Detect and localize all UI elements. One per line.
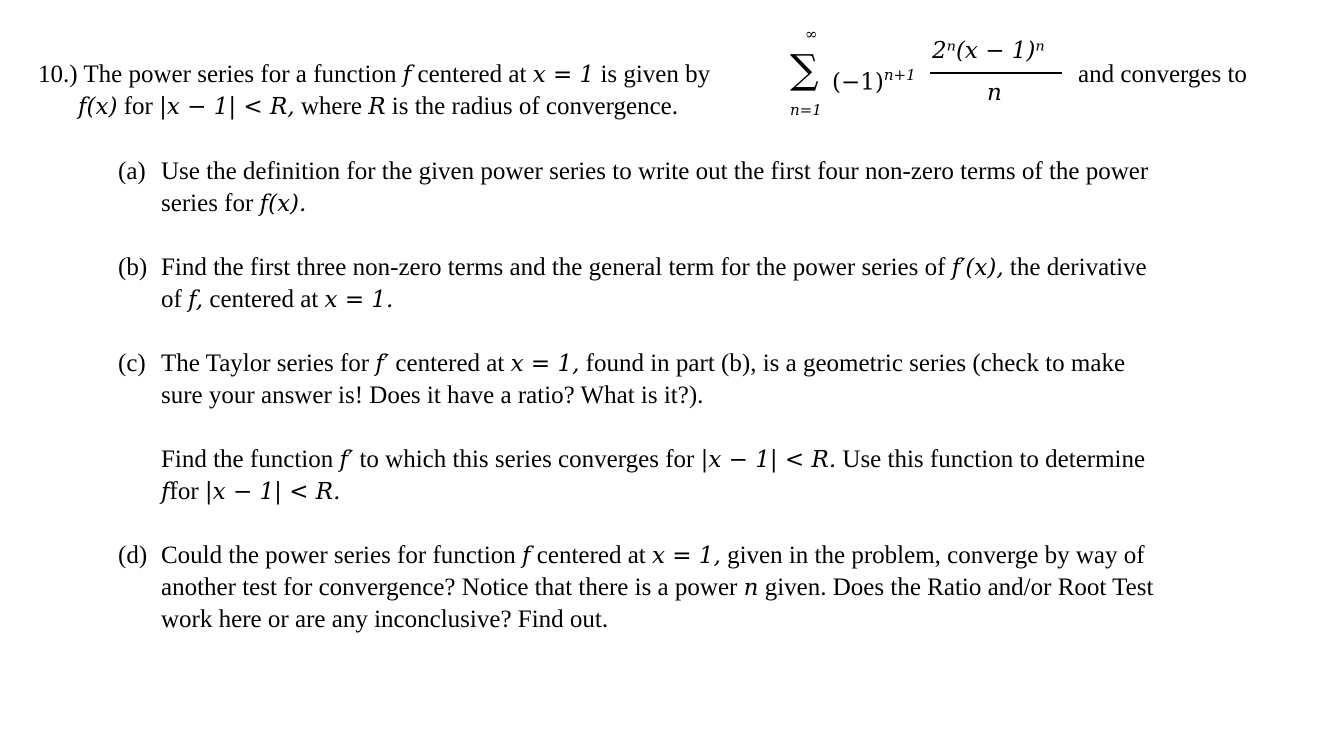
problem-statement-line-1 — [38, 60, 710, 90]
converges-to-text: and converges to — [1078, 61, 1247, 88]
part-a-line-2: series for f(x). — [161, 190, 307, 217]
center-point: x = 1 — [532, 62, 595, 88]
sum-lower-limit: n=1 — [790, 101, 822, 119]
intro-text: The power series for a function — [83, 61, 397, 88]
sum-upper-limit: ∞ — [805, 25, 818, 43]
part-c-line-1: The Taylor series for f′ centered at x = 1, found in part (b), is a geometric series (check to make — [161, 350, 1126, 377]
part-a-label: (a) — [118, 158, 146, 185]
function-symbol: f — [402, 62, 412, 88]
sign-base: (−1) — [832, 69, 884, 96]
part-d-line-1: Could the power series for function f centered at x = 1, given in the problem, converge by way of — [161, 542, 1145, 569]
part-d-line-3: work here or are any inconclusive? Find out. — [161, 606, 609, 633]
part-c-followup-line-1: Find the function f′ to which this series converges for |x − 1| < R. Use this function to determine — [161, 446, 1146, 473]
part-c-followup-line-2: ffor |x − 1| < R. — [161, 478, 341, 505]
part-b-line-2: of f, centered at x = 1. — [161, 286, 394, 313]
part-c-label: (c) — [118, 350, 146, 377]
fraction-numerator: 2ⁿ(x − 1)ⁿ — [932, 38, 1045, 64]
sigma-symbol: ∑ — [790, 47, 819, 93]
part-b-label: (b) — [118, 254, 148, 281]
sign-factor — [832, 60, 916, 97]
part-d-line-2: another test for convergence? Notice that there is a power n given. Does the Ratio and/or Root Test — [161, 574, 1154, 601]
fraction-bar — [930, 72, 1062, 74]
given-by-text: is given by — [600, 61, 711, 88]
convergence-condition: |x − 1| < R, — [159, 94, 295, 120]
part-b-line-1: Find the first three non-zero terms and the general term for the power series of f′(x), the derivative — [161, 254, 1147, 281]
problem-statement-line-2: f(x) for |x − 1| < R, where R is the radius of convergence. — [78, 93, 679, 120]
sign-exponent: n+1 — [883, 66, 916, 84]
part-c-line-2: sure your answer is! Does it have a ratio? What is it?). — [161, 382, 704, 409]
part-d-label: (d) — [118, 542, 148, 569]
part-a-line-1: Use the definition for the given power series to write out the first four non-zero terms of the power — [161, 158, 1149, 185]
problem-number: 10.) — [38, 61, 78, 88]
fraction-denominator: n — [987, 80, 1002, 106]
centered-text: centered at — [417, 61, 527, 88]
